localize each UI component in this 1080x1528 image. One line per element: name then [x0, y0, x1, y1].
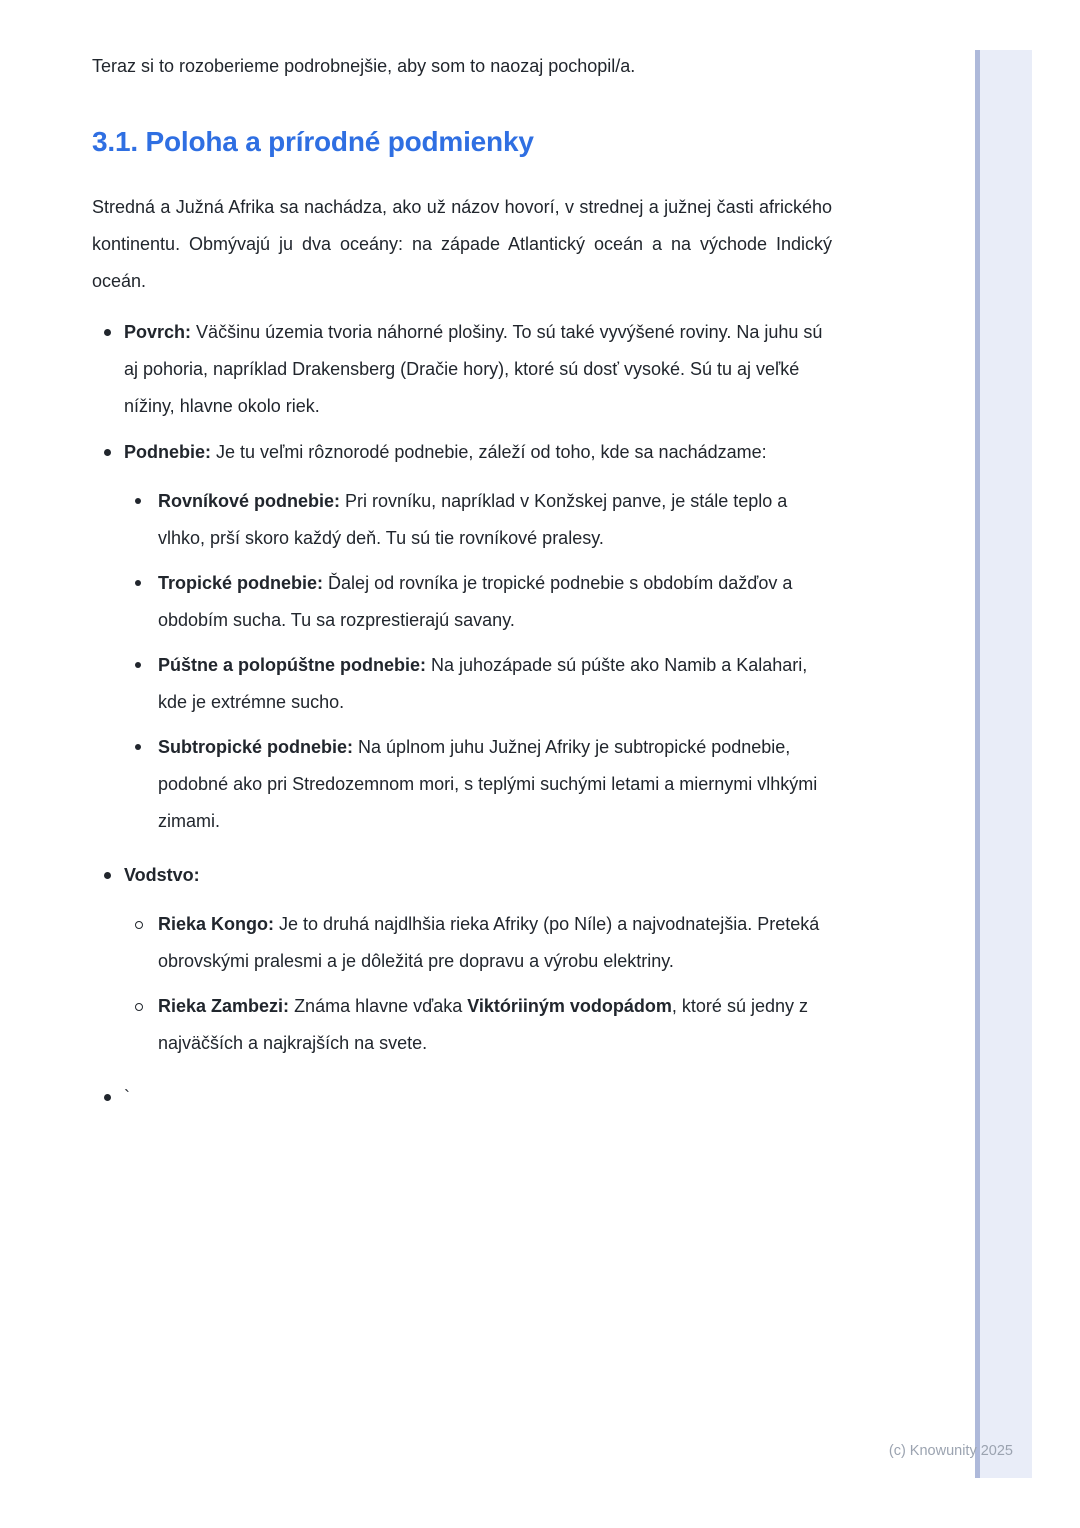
- list-item-label: Púštne a polopúštne podnebie:: [158, 655, 427, 675]
- list-item-label: Tropické podnebie:: [158, 573, 324, 593]
- list-item-text: Tropické podnebie: Ďalej od rovníka je tropické podnebie s obdobím dažďov a obdobím sucha. Tu sa rozprestierajú savany.: [158, 573, 793, 630]
- list-item-rovnikove: [124, 483, 832, 557]
- list-item-label: Subtropické podnebie:: [158, 737, 354, 757]
- list-item-podnebie: [92, 434, 832, 848]
- list-item-text: Rieka Kongo: Je to druhá najdlhšia rieka Afriky (po Níle) a najvodnatejšia. Preteká obrovskými pralesmi a je dôležitá pre dopravu a výrobu elektriny.: [158, 914, 820, 971]
- list-item-povrch: [92, 314, 832, 425]
- bullet-circle-icon: [124, 906, 158, 929]
- list-item-text: Podnebie: Je tu veľmi rôznorodé podnebie, záleží od toho, kde sa nachádzame: Rovníkové podnebie: Pri rovníku, napríklad v Konžskej panve, je stále teplo a vlhko, prší skoro každý deň. Tu sú tie rovníkové pralesy. Tropické podnebie: Ďalej od rovníka je tropické podnebie s obdobím dažďov a obdobím sucha. Tu sa rozprestierajú savany. Púštne a polopúštne podnebie: Na juhozápade sú púšte ako Namib a Kalahari, kde je extrémne sucho. Subtropické podnebie: Na úplnom juhu Južnej Afriky je subtropické podnebie, podobné ako pri Stredozemnom mori, s teplými suchými letami a miernymi vlhkými zimami.: [124, 434, 832, 848]
- list-item-subtropicke: [124, 729, 832, 840]
- bullet-disc-icon: [92, 857, 124, 879]
- bullet-disc-icon: [92, 1079, 124, 1101]
- bullet-disc-icon: [124, 647, 158, 668]
- list-item-text: Povrch: Väčšinu územia tvoria náhorné plošiny. To sú také vyvýšené roviny. Na juhu sú aj pohoria, napríklad Drakensberg (Dračie hory), ktoré sú dosť vysoké. Sú tu aj veľké nížiny, hlavne okolo riek.: [124, 322, 823, 416]
- emphasized-text: Viktóriiným vodopádom: [467, 996, 672, 1016]
- list-item-kongo: [124, 906, 832, 980]
- list-item-label: Vodstvo:: [124, 865, 200, 885]
- topic-list: [92, 314, 832, 1116]
- section-paragraph: Stredná a Južná Afrika sa nachádza, ako už názov hovorí, v strednej a južnej časti afrického kontinentu. Obmývajú ju dva oceány: na západe Atlantický oceán a na východe Indický oceán.: [92, 197, 832, 291]
- copyright-notice: (c) Knowunity 2025: [888, 1443, 1013, 1459]
- bullet-disc-icon: [124, 565, 158, 586]
- list-item-label: Rieka Zambezi:: [158, 996, 290, 1016]
- rivers-sublist: [124, 906, 832, 1062]
- list-item-text: Rovníkové podnebie: Pri rovníku, napríklad v Konžskej panve, je stále teplo a vlhko, prší skoro každý deň. Tu sú tie rovníkové pralesy.: [158, 491, 788, 548]
- list-item-text: `: [124, 1087, 130, 1107]
- list-item-zambezi: [124, 988, 832, 1062]
- bullet-disc-icon: [92, 314, 124, 336]
- list-item-text: Subtropické podnebie: Na úplnom juhu Južnej Afriky je subtropické podnebie, podobné ako pri Stredozemnom mori, s teplými suchými letami a miernymi vlhkými zimami.: [158, 737, 818, 831]
- list-item-pustne: [124, 647, 832, 721]
- list-item-label: Rieka Kongo:: [158, 914, 275, 934]
- bullet-circle-icon: [124, 988, 158, 1011]
- bullet-disc-icon: [124, 483, 158, 504]
- document-page: [92, 48, 832, 1125]
- list-item-label: Podnebie:: [124, 442, 212, 462]
- bullet-disc-icon: [124, 729, 158, 750]
- climate-sublist: [124, 483, 832, 840]
- list-item-text: [124, 857, 832, 1070]
- list-item-text: Rieka Zambezi: Známa hlavne vďaka Viktóriiným vodopádom, ktoré sú jedny z najväčších a najkrajších na svete.: [158, 996, 808, 1053]
- list-item-trailing: [92, 1079, 832, 1116]
- intro-text: Teraz si to rozoberieme podrobnejšie, aby som to naozaj pochopil/a.: [92, 56, 636, 76]
- list-item-label: Povrch:: [124, 322, 192, 342]
- list-item-vodstvo: [92, 857, 832, 1070]
- list-item-label: Rovníkové podnebie:: [158, 491, 341, 511]
- list-item-text: Púštne a polopúštne podnebie: Na juhozápade sú púšte ako Namib a Kalahari, kde je extrémne sucho.: [158, 655, 808, 712]
- scrollbar-thumb[interactable]: [975, 50, 980, 1478]
- scrollbar-track[interactable]: [975, 50, 1032, 1478]
- list-item-tropicke: [124, 565, 832, 639]
- section-heading: 3.1. Poloha a prírodné podmienky: [92, 126, 534, 157]
- bullet-disc-icon: [92, 434, 124, 456]
